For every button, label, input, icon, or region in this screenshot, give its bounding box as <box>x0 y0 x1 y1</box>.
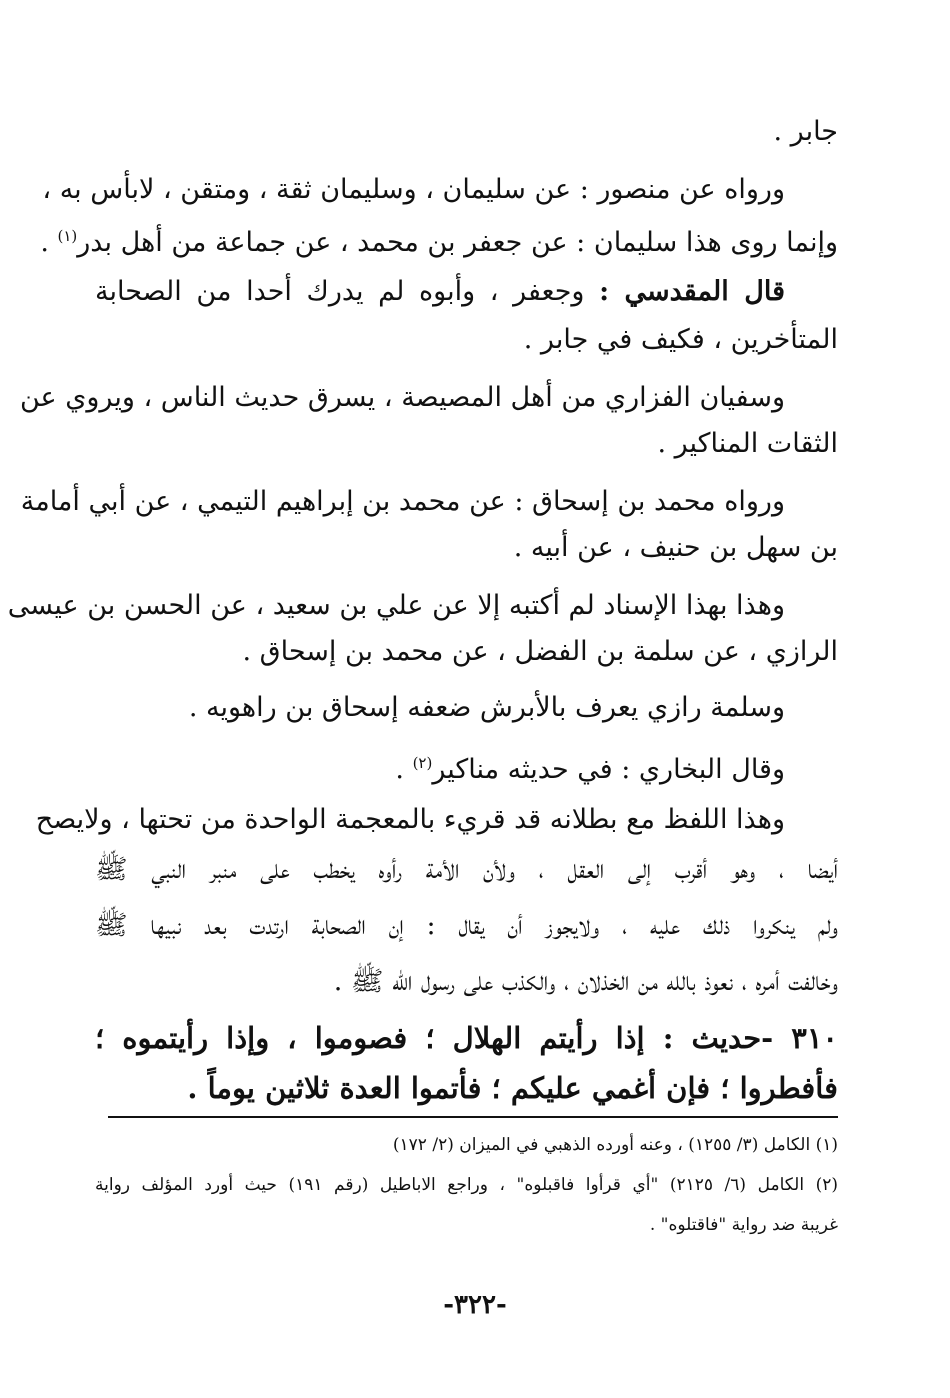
text-line-14: وهذا اللفظ مع بطلانه قد قريء بالمعجمة الواحدة من تحتها ، ولايصح <box>35 804 785 835</box>
footnote-1: (١) الكامل (٣/ ١٢٥٥) ، وعنه أورده الذهبي في الميزان (٢/ ١٧٢) <box>392 1135 838 1155</box>
text-line-7: الثقات المناكير . <box>657 428 838 459</box>
footnote-marker-1: (١) <box>57 227 78 245</box>
text-line-2: ورواه عن منصور : عن سليمان ، وسليمان ثقة ، ومتقن ، لابأس به ، <box>42 174 785 205</box>
hadith-line-2: فأفطروا ؛ فإن أغمي عليكم ؛ فأتموا العدة ثلاثين يوماً . <box>187 1071 838 1105</box>
text-line-16: ولم ينكروا ذلك عليه ، ولايجوز أن يقال : إن الصحابة ارتدت بعد نبيها ﷺ <box>95 910 838 941</box>
text-line-1: جابر . <box>773 116 838 147</box>
text-line-3-end: . <box>40 227 58 258</box>
text-line-17: وخالفت أمره ، نعوذ بالله من الخذلان ، والكذب على رسول الله ﷺ . <box>333 966 838 997</box>
maqdisi-heading: قال المقدسي : <box>599 276 785 307</box>
text-line-13-body: وقال البخاري : في حديثه مناكير <box>432 754 785 785</box>
text-line-9: بن سهل بن حنيف ، عن أبيه . <box>513 532 838 563</box>
footnote-separator <box>108 1116 838 1118</box>
text-line-5: المتأخرين ، فكيف في جابر . <box>523 324 838 355</box>
text-line-4 <box>95 274 785 314</box>
hadith-line-1: ٣١٠ -حديث : إذا رأيتم الهلال ؛ فصوموا ، وإذا رأيتموه ؛ <box>95 1021 838 1055</box>
footnote-2-line-1: (٢) الكامل (٦/ ٢١٢٥) "أي قرأوا فاقبلوه" ، وراجع الاباطيل (رقم ١٩١) حيث أورد المؤلف رواية <box>95 1175 838 1195</box>
text-line-3-body: وإنما روى هذا سليمان : عن جعفر بن محمد ، عن جماعة من أهل بدر <box>77 227 838 258</box>
text-line-15: أيضا ، وهو أقرب إلى العقل ، ولأن الأمة رأوه يخطب على منبر النبي ﷺ <box>95 854 838 885</box>
text-line-13 <box>95 745 785 785</box>
text-line-3 <box>40 218 838 258</box>
text-line-6: وسفيان الفزاري من أهل المصيصة ، يسرق حديث الناس ، ويروي عن <box>20 382 785 413</box>
text-line-11: الرازي ، عن سلمة بن الفضل ، عن محمد بن إسحاق . <box>242 636 838 667</box>
text-line-12: وسلمة رازي يعرف بالأبرش ضعفه إسحاق بن راهويه . <box>188 692 785 723</box>
text-line-4-body: وجعفر ، وأبوه لم يدرك أحدا من الصحابة <box>95 276 585 307</box>
text-line-13-end: . <box>395 754 413 785</box>
text-line-10: وهذا بهذا الإسناد لم أكتبه إلا عن علي بن سعيد ، عن الحسن بن عيسى <box>7 590 785 621</box>
page-number: -٣٢٢- <box>443 1290 507 1320</box>
text-line-8: ورواه محمد بن إسحاق : عن محمد بن إبراهيم التيمي ، عن أبي أمامة <box>20 486 785 517</box>
footnote-marker-2: (٢) <box>412 754 433 772</box>
footnote-2-line-2: غريبة ضد رواية "فاقتلوه" . <box>649 1215 838 1235</box>
